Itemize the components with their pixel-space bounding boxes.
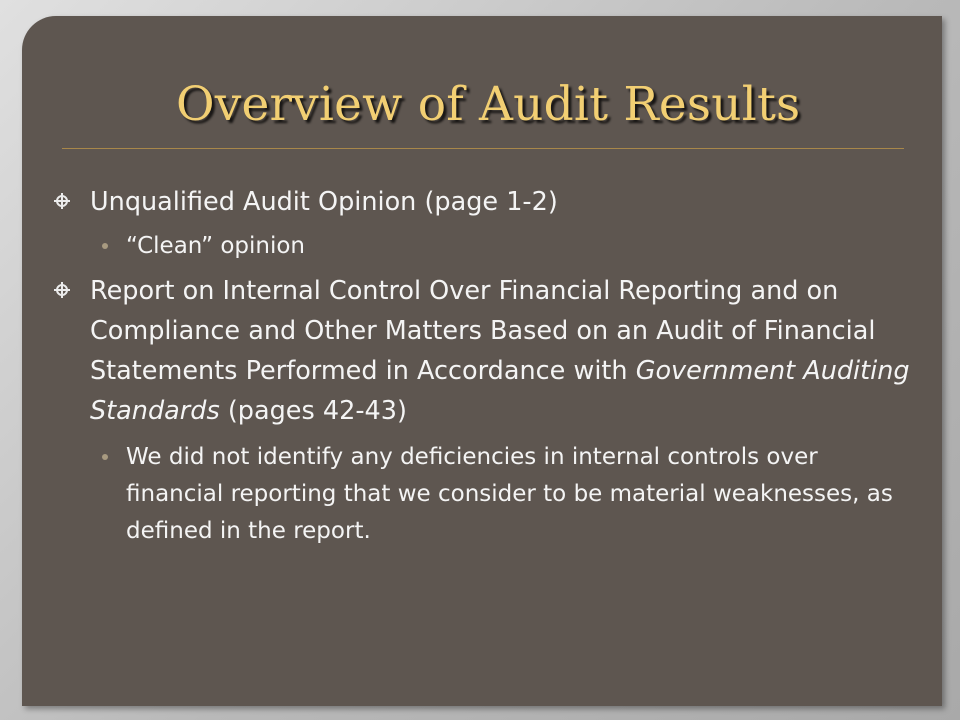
slide-title: Overview of Audit Results bbox=[176, 77, 801, 132]
bullet-item-audit-opinion bbox=[56, 182, 916, 222]
circle-crosshair-icon bbox=[56, 195, 68, 207]
sub-bullet-text: “Clean” opinion bbox=[126, 233, 306, 259]
sub-bullet-text: We did not identify any deficiencies in internal controls over financial reporting that we consider to be material weaknesses, as defined in the report. bbox=[126, 444, 893, 544]
slide-content bbox=[56, 182, 916, 550]
bullet-text-part: Report on Internal Control Over Financial Reporting and on Compliance and Other Matters Based on an Audit of Financial Statements Performed in Accordance with bbox=[90, 276, 876, 386]
bullet-text-italic: Government Auditing Standards bbox=[90, 356, 910, 426]
dot-icon bbox=[102, 243, 108, 249]
circle-crosshair-icon bbox=[56, 284, 68, 296]
bullet-text-part: (pages 42-43) bbox=[219, 396, 407, 426]
sub-bullet-item-no-deficiencies bbox=[56, 439, 916, 550]
sub-bullet-item-clean-opinion bbox=[56, 228, 916, 265]
title-divider bbox=[62, 148, 904, 149]
bullet-item-internal-control-report bbox=[56, 271, 916, 431]
dot-icon bbox=[102, 454, 108, 460]
bullet-text: Unqualified Audit Opinion (page 1-2) bbox=[90, 187, 558, 217]
